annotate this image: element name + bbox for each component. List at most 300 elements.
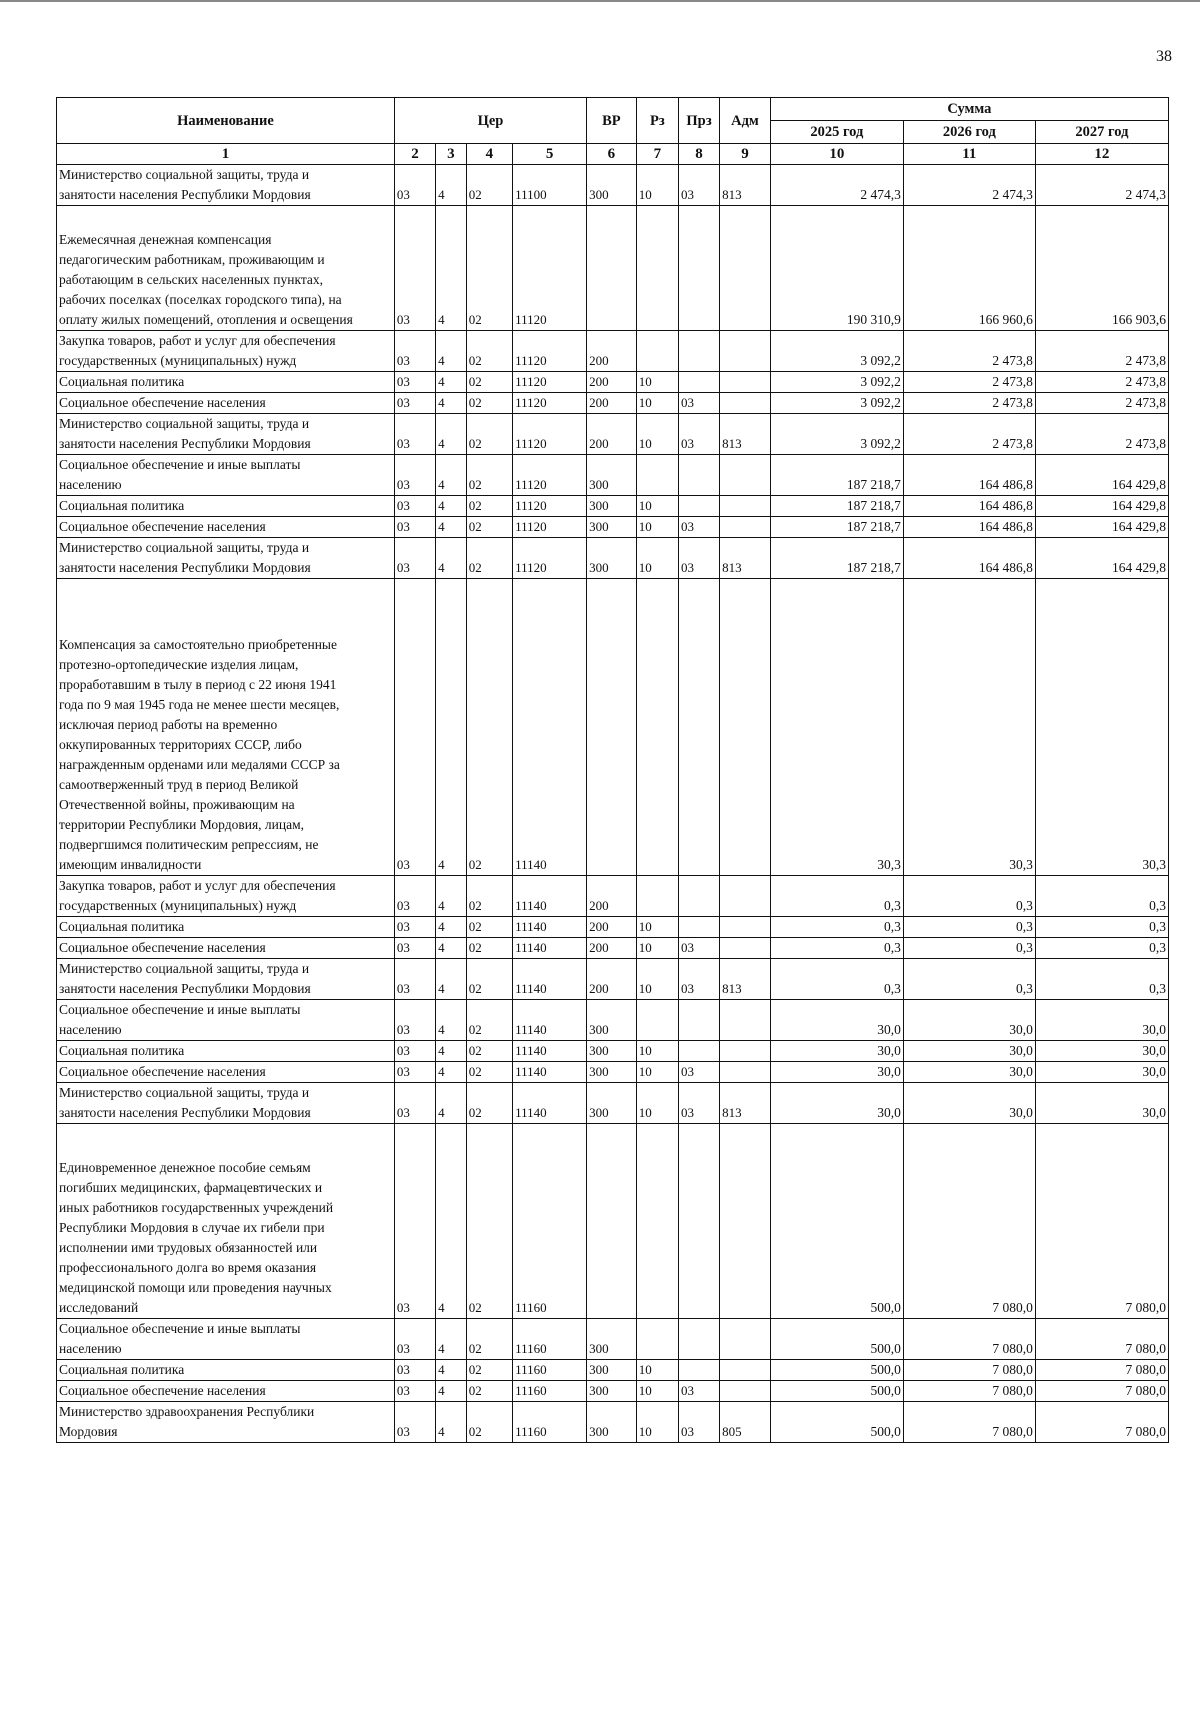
table-row (57, 1381, 1169, 1402)
table-row (57, 917, 1169, 938)
cer-code-2: 4 (436, 455, 467, 496)
cer-code-4: 11140 (513, 1083, 587, 1124)
table-row (57, 414, 1169, 455)
vr-code: 300 (587, 1402, 637, 1443)
table-row (57, 206, 1169, 331)
adm-code (720, 455, 771, 496)
rz-code: 10 (636, 1062, 678, 1083)
cer-code-1: 03 (394, 517, 435, 538)
cer-code-3: 02 (466, 1062, 512, 1083)
cer-code-1: 03 (394, 1402, 435, 1443)
vr-code: 300 (587, 455, 637, 496)
cer-code-2: 4 (436, 538, 467, 579)
vr-code: 200 (587, 959, 637, 1000)
cer-code-4: 11120 (513, 414, 587, 455)
cer-code-4: 11160 (513, 1402, 587, 1443)
row-name-cell (57, 876, 395, 917)
vr-code: 300 (587, 1062, 637, 1083)
row-name-cell (57, 1381, 395, 1402)
cer-code-2: 4 (436, 165, 467, 206)
row-name: Социальная политика (59, 1362, 185, 1377)
cer-code-2: 4 (436, 917, 467, 938)
amount-2026: 164 486,8 (903, 496, 1035, 517)
table-row (57, 1083, 1169, 1124)
amount-2027: 0,3 (1035, 917, 1168, 938)
rz-code: 10 (636, 414, 678, 455)
header-summa: Сумма (770, 98, 1168, 121)
cer-code-2: 4 (436, 372, 467, 393)
amount-2027: 164 429,8 (1035, 538, 1168, 579)
adm-code (720, 876, 771, 917)
cer-code-4: 11100 (513, 165, 587, 206)
rz-code: 10 (636, 1360, 678, 1381)
cer-code-2: 4 (436, 1402, 467, 1443)
cer-code-3: 02 (466, 372, 512, 393)
row-name-cell (57, 1319, 395, 1360)
amount-2026: 0,3 (903, 959, 1035, 1000)
adm-code (720, 1319, 771, 1360)
cer-code-2: 4 (436, 1000, 467, 1041)
rz-code (636, 876, 678, 917)
vr-code: 300 (587, 1000, 637, 1041)
cer-code-3: 02 (466, 959, 512, 1000)
row-name-cell (57, 1360, 395, 1381)
adm-code (720, 1041, 771, 1062)
cer-code-2: 4 (436, 1062, 467, 1083)
amount-2025: 190 310,9 (770, 206, 903, 331)
vr-code (587, 579, 637, 876)
rz-code (636, 206, 678, 331)
amount-2025: 3 092,2 (770, 393, 903, 414)
row-name: Закупка товаров, работ и услуг для обеспечения государственных (муниципальных) нужд (59, 333, 336, 368)
cer-code-4: 11120 (513, 372, 587, 393)
amount-2025: 187 218,7 (770, 538, 903, 579)
vr-code: 300 (587, 1360, 637, 1381)
header-year-2027: 2027 год (1035, 121, 1168, 144)
row-name: Социальное обеспечение и иные выплаты населению (59, 1002, 301, 1037)
cer-code-2: 4 (436, 1041, 467, 1062)
row-name: Социальная политика (59, 919, 185, 934)
prz-code (678, 496, 719, 517)
amount-2027: 2 473,8 (1035, 414, 1168, 455)
prz-code (678, 1000, 719, 1041)
row-name-cell (57, 938, 395, 959)
prz-code (678, 876, 719, 917)
amount-2026: 2 473,8 (903, 414, 1035, 455)
amount-2025: 30,0 (770, 1062, 903, 1083)
amount-2025: 2 474,3 (770, 165, 903, 206)
amount-2027: 0,3 (1035, 876, 1168, 917)
table-row (57, 165, 1169, 206)
row-name: Социальное обеспечение и иные выплаты населению (59, 1321, 301, 1356)
amount-2027: 164 429,8 (1035, 455, 1168, 496)
cer-code-4: 11140 (513, 876, 587, 917)
column-number: 12 (1035, 144, 1168, 165)
vr-code: 200 (587, 414, 637, 455)
cer-code-3: 02 (466, 517, 512, 538)
amount-2027: 30,3 (1035, 579, 1168, 876)
table-row (57, 538, 1169, 579)
table-row (57, 1062, 1169, 1083)
prz-code (678, 1124, 719, 1319)
row-name-cell (57, 372, 395, 393)
cer-code-1: 03 (394, 372, 435, 393)
row-name-cell (57, 1402, 395, 1443)
cer-code-4: 11140 (513, 917, 587, 938)
row-name: Социальное обеспечение населения (59, 1064, 266, 1079)
column-number: 7 (636, 144, 678, 165)
cer-code-4: 11120 (513, 517, 587, 538)
cer-code-4: 11140 (513, 959, 587, 1000)
rz-code: 10 (636, 517, 678, 538)
amount-2027: 30,0 (1035, 1041, 1168, 1062)
prz-code (678, 331, 719, 372)
cer-code-3: 02 (466, 1381, 512, 1402)
prz-code: 03 (678, 938, 719, 959)
prz-code: 03 (678, 414, 719, 455)
row-name-cell (57, 1000, 395, 1041)
adm-code: 813 (720, 414, 771, 455)
cer-code-2: 4 (436, 1319, 467, 1360)
amount-2025: 0,3 (770, 938, 903, 959)
rz-code (636, 1319, 678, 1360)
amount-2025: 30,0 (770, 1041, 903, 1062)
rz-code (636, 1124, 678, 1319)
cer-code-2: 4 (436, 331, 467, 372)
cer-code-3: 02 (466, 1083, 512, 1124)
amount-2025: 500,0 (770, 1360, 903, 1381)
amount-2027: 7 080,0 (1035, 1124, 1168, 1319)
prz-code (678, 206, 719, 331)
amount-2025: 3 092,2 (770, 331, 903, 372)
row-name: Министерство социальной защиты, труда и занятости населения Республики Мордовия (59, 1085, 311, 1120)
cer-code-1: 03 (394, 496, 435, 517)
amount-2027: 164 429,8 (1035, 496, 1168, 517)
cer-code-1: 03 (394, 1381, 435, 1402)
vr-code: 200 (587, 917, 637, 938)
amount-2025: 3 092,2 (770, 414, 903, 455)
table-row (57, 876, 1169, 917)
cer-code-1: 03 (394, 538, 435, 579)
vr-code: 300 (587, 1083, 637, 1124)
amount-2026: 7 080,0 (903, 1381, 1035, 1402)
cer-code-1: 03 (394, 1041, 435, 1062)
vr-code: 300 (587, 1041, 637, 1062)
row-name-cell (57, 959, 395, 1000)
cer-code-4: 11120 (513, 331, 587, 372)
amount-2026: 2 473,8 (903, 372, 1035, 393)
table-row (57, 1402, 1169, 1443)
row-name: Министерство социальной защиты, труда и занятости населения Республики Мордовия (59, 540, 311, 575)
amount-2026: 7 080,0 (903, 1360, 1035, 1381)
adm-code (720, 1381, 771, 1402)
rz-code: 10 (636, 372, 678, 393)
amount-2025: 187 218,7 (770, 517, 903, 538)
row-name-cell (57, 206, 395, 331)
row-name: Социальное обеспечение населения (59, 1383, 266, 1398)
amount-2025: 3 092,2 (770, 372, 903, 393)
rz-code: 10 (636, 959, 678, 1000)
budget-table (56, 97, 1169, 1443)
cer-code-1: 03 (394, 1000, 435, 1041)
row-name-cell (57, 1062, 395, 1083)
adm-code (720, 1000, 771, 1041)
row-name: Министерство социальной защиты, труда и занятости населения Республики Мордовия (59, 167, 311, 202)
header-year-2026: 2026 год (903, 121, 1035, 144)
amount-2027: 30,0 (1035, 1000, 1168, 1041)
cer-code-3: 02 (466, 938, 512, 959)
row-name-cell (57, 1041, 395, 1062)
cer-code-3: 02 (466, 1402, 512, 1443)
vr-code: 200 (587, 938, 637, 959)
vr-code: 300 (587, 165, 637, 206)
page-number: 38 (1156, 48, 1172, 65)
column-number: 8 (678, 144, 719, 165)
row-name-cell (57, 393, 395, 414)
cer-code-2: 4 (436, 414, 467, 455)
adm-code (720, 579, 771, 876)
amount-2025: 187 218,7 (770, 496, 903, 517)
rz-code: 10 (636, 938, 678, 959)
row-name: Социальное обеспечение населения (59, 519, 266, 534)
cer-code-3: 02 (466, 165, 512, 206)
cer-code-4: 11120 (513, 496, 587, 517)
row-name-cell (57, 538, 395, 579)
cer-code-2: 4 (436, 579, 467, 876)
column-number: 1 (57, 144, 395, 165)
column-number: 2 (394, 144, 435, 165)
amount-2027: 7 080,0 (1035, 1402, 1168, 1443)
amount-2027: 7 080,0 (1035, 1319, 1168, 1360)
adm-code: 813 (720, 538, 771, 579)
amount-2026: 2 473,8 (903, 331, 1035, 372)
rz-code: 10 (636, 165, 678, 206)
header-prz: Прз (678, 98, 719, 144)
row-name: Министерство здравоохранения Республики Мордовия (59, 1404, 315, 1439)
vr-code (587, 206, 637, 331)
row-name-cell (57, 455, 395, 496)
row-name: Министерство социальной защиты, труда и занятости населения Республики Мордовия (59, 961, 311, 996)
amount-2026: 30,0 (903, 1083, 1035, 1124)
cer-code-2: 4 (436, 1083, 467, 1124)
row-name: Ежемесячная денежная компенсация педагогическим работникам, проживающим и работающим в сельских населенных пунктах, рабочих поселках (поселках городского типа), на оплату жилых помещений, отопления и освещения (59, 232, 353, 327)
cer-code-4: 11120 (513, 455, 587, 496)
amount-2025: 187 218,7 (770, 455, 903, 496)
row-name: Министерство социальной защиты, труда и занятости населения Республики Мордовия (59, 416, 311, 451)
cer-code-1: 03 (394, 206, 435, 331)
prz-code: 03 (678, 1062, 719, 1083)
table-row (57, 331, 1169, 372)
amount-2025: 30,0 (770, 1000, 903, 1041)
row-name-cell (57, 414, 395, 455)
vr-code: 200 (587, 393, 637, 414)
prz-code (678, 455, 719, 496)
row-name: Закупка товаров, работ и услуг для обеспечения государственных (муниципальных) нужд (59, 878, 336, 913)
amount-2027: 2 473,8 (1035, 393, 1168, 414)
amount-2027: 0,3 (1035, 959, 1168, 1000)
amount-2026: 0,3 (903, 938, 1035, 959)
cer-code-3: 02 (466, 393, 512, 414)
prz-code: 03 (678, 1083, 719, 1124)
cer-code-3: 02 (466, 1319, 512, 1360)
vr-code: 300 (587, 1381, 637, 1402)
table-row (57, 1319, 1169, 1360)
row-name-cell (57, 579, 395, 876)
rz-code (636, 455, 678, 496)
amount-2026: 0,3 (903, 876, 1035, 917)
rz-code: 10 (636, 1402, 678, 1443)
cer-code-2: 4 (436, 393, 467, 414)
adm-code: 813 (720, 1083, 771, 1124)
cer-code-1: 03 (394, 393, 435, 414)
prz-code: 03 (678, 1381, 719, 1402)
rz-code: 10 (636, 393, 678, 414)
amount-2025: 500,0 (770, 1124, 903, 1319)
table-row (57, 938, 1169, 959)
cer-code-4: 11120 (513, 538, 587, 579)
cer-code-1: 03 (394, 1124, 435, 1319)
row-name-cell (57, 496, 395, 517)
table-row (57, 455, 1169, 496)
amount-2025: 0,3 (770, 959, 903, 1000)
vr-code: 300 (587, 1319, 637, 1360)
row-name: Социальное обеспечение населения (59, 940, 266, 955)
adm-code: 813 (720, 959, 771, 1000)
rz-code: 10 (636, 538, 678, 579)
prz-code: 03 (678, 393, 719, 414)
prz-code (678, 917, 719, 938)
cer-code-2: 4 (436, 876, 467, 917)
amount-2027: 164 429,8 (1035, 517, 1168, 538)
amount-2025: 500,0 (770, 1319, 903, 1360)
row-name-cell (57, 331, 395, 372)
cer-code-1: 03 (394, 579, 435, 876)
cer-code-4: 11160 (513, 1319, 587, 1360)
header-vr: ВР (587, 98, 637, 144)
column-number-row (57, 144, 1169, 165)
table-row (57, 496, 1169, 517)
header-rz: Рз (636, 98, 678, 144)
column-number: 10 (770, 144, 903, 165)
header-cer: Цер (394, 98, 586, 144)
row-name-cell (57, 517, 395, 538)
cer-code-1: 03 (394, 959, 435, 1000)
table-row (57, 1124, 1169, 1319)
row-name: Социальное обеспечение населения (59, 395, 266, 410)
prz-code: 03 (678, 165, 719, 206)
cer-code-3: 02 (466, 538, 512, 579)
adm-code (720, 1360, 771, 1381)
header-year-2025: 2025 год (770, 121, 903, 144)
amount-2027: 30,0 (1035, 1062, 1168, 1083)
cer-code-1: 03 (394, 1083, 435, 1124)
table-row (57, 517, 1169, 538)
amount-2025: 30,3 (770, 579, 903, 876)
column-number: 9 (720, 144, 771, 165)
cer-code-2: 4 (436, 938, 467, 959)
column-number: 3 (436, 144, 467, 165)
prz-code: 03 (678, 959, 719, 1000)
rz-code: 10 (636, 1041, 678, 1062)
cer-code-1: 03 (394, 876, 435, 917)
vr-code: 200 (587, 372, 637, 393)
adm-code (720, 331, 771, 372)
amount-2026: 7 080,0 (903, 1319, 1035, 1360)
prz-code: 03 (678, 517, 719, 538)
cer-code-3: 02 (466, 917, 512, 938)
amount-2026: 30,0 (903, 1000, 1035, 1041)
vr-code: 200 (587, 331, 637, 372)
cer-code-4: 11140 (513, 579, 587, 876)
prz-code (678, 579, 719, 876)
row-name: Социальная политика (59, 498, 185, 513)
cer-code-4: 11160 (513, 1360, 587, 1381)
row-name: Социальное обеспечение и иные выплаты населению (59, 457, 301, 492)
amount-2027: 30,0 (1035, 1083, 1168, 1124)
adm-code: 813 (720, 165, 771, 206)
prz-code: 03 (678, 1402, 719, 1443)
cer-code-4: 11160 (513, 1381, 587, 1402)
prz-code (678, 1360, 719, 1381)
amount-2027: 0,3 (1035, 938, 1168, 959)
adm-code (720, 496, 771, 517)
cer-code-2: 4 (436, 1381, 467, 1402)
amount-2025: 30,0 (770, 1083, 903, 1124)
cer-code-1: 03 (394, 165, 435, 206)
cer-code-1: 03 (394, 414, 435, 455)
amount-2026: 2 473,8 (903, 393, 1035, 414)
cer-code-4: 11160 (513, 1124, 587, 1319)
cer-code-3: 02 (466, 1000, 512, 1041)
top-border-line (0, 0, 1200, 2)
row-name: Компенсация за самостоятельно приобретенные протезно-ортопедические изделия лицам, проработавшим в тылу в период с 22 июня 1941 года по 9 мая 1945 года не менее шести месяцев, исключая период работы на временно оккупированных территориях СССР, либо награжденным орденами или медалями СССР за самоотверженный труд в период Великой Отечественной войны, проживающим на территории Республики Мордовия, лицам, подвергшимся политическим репрессиям, не имеющим инвалидности (59, 637, 340, 872)
row-name: Социальная политика (59, 374, 185, 389)
amount-2027: 166 903,6 (1035, 206, 1168, 331)
rz-code: 10 (636, 1083, 678, 1124)
header-name: Наименование (57, 98, 395, 144)
column-number: 4 (466, 144, 512, 165)
cer-code-4: 11120 (513, 393, 587, 414)
amount-2026: 30,3 (903, 579, 1035, 876)
vr-code: 300 (587, 517, 637, 538)
rz-code: 10 (636, 1381, 678, 1402)
rz-code (636, 1000, 678, 1041)
table-row (57, 1000, 1169, 1041)
table-row (57, 1041, 1169, 1062)
cer-code-3: 02 (466, 876, 512, 917)
adm-code (720, 372, 771, 393)
adm-code (720, 517, 771, 538)
amount-2027: 2 473,8 (1035, 372, 1168, 393)
cer-code-3: 02 (466, 1360, 512, 1381)
cer-code-2: 4 (436, 517, 467, 538)
amount-2027: 2 474,3 (1035, 165, 1168, 206)
adm-code (720, 1062, 771, 1083)
cer-code-4: 11140 (513, 1041, 587, 1062)
amount-2026: 7 080,0 (903, 1402, 1035, 1443)
prz-code (678, 1319, 719, 1360)
cer-code-2: 4 (436, 206, 467, 331)
vr-code: 300 (587, 538, 637, 579)
cer-code-1: 03 (394, 1319, 435, 1360)
amount-2027: 7 080,0 (1035, 1381, 1168, 1402)
adm-code: 805 (720, 1402, 771, 1443)
amount-2026: 30,0 (903, 1062, 1035, 1083)
cer-code-3: 02 (466, 496, 512, 517)
cer-code-3: 02 (466, 1124, 512, 1319)
cer-code-4: 11120 (513, 206, 587, 331)
amount-2026: 2 474,3 (903, 165, 1035, 206)
